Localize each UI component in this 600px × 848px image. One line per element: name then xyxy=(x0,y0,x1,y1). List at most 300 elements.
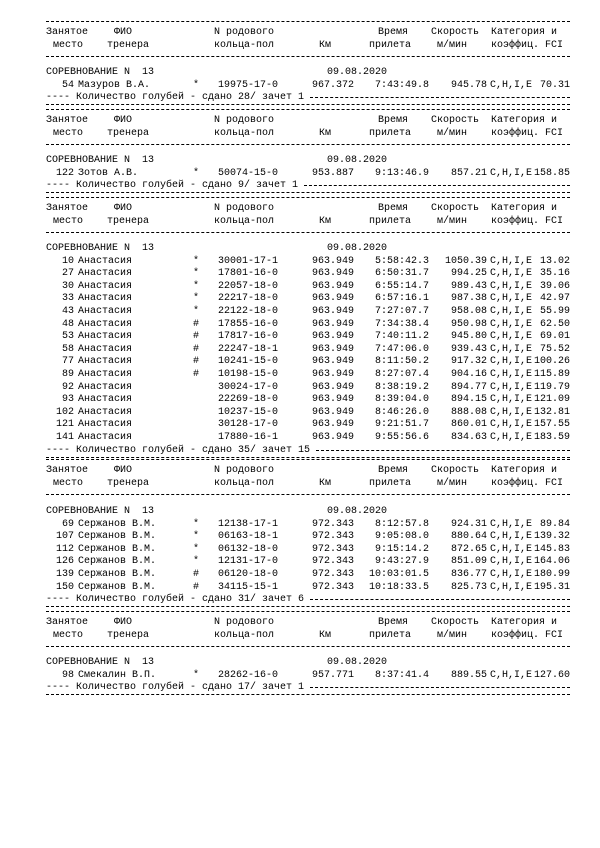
header-speed-label: Скорость xyxy=(431,27,480,38)
result-row xyxy=(0,543,600,556)
speed-cell: 950.98 xyxy=(450,318,487,330)
header-ring-label: N родового xyxy=(214,465,275,476)
arrival-time-cell: 7:40:11.2 xyxy=(374,331,429,343)
ring-cell: 22217-18-0 xyxy=(218,293,279,305)
fci-coefficient-cell: 69.01 xyxy=(539,331,570,343)
fancier-name-cell: Анастасия xyxy=(78,280,133,292)
distance-cell: 972.343 xyxy=(311,543,354,555)
summary-dash-fill xyxy=(310,687,570,688)
arrival-time-cell: 6:55:14.7 xyxy=(374,280,429,292)
fci-coefficient-cell: 115.89 xyxy=(533,369,570,380)
column-header-row-1 xyxy=(0,26,600,39)
block-bottom-rule xyxy=(46,192,570,193)
header-category-sublabel: коэффиц. FCI xyxy=(491,128,564,139)
distance-cell: 963.949 xyxy=(311,406,354,418)
summary-dash-fill xyxy=(310,599,570,600)
header-ring-label: N родового xyxy=(214,617,275,628)
ring-cell: 30001-17-1 xyxy=(218,255,279,267)
header-category-sublabel: коэффиц. FCI xyxy=(491,216,564,227)
fancier-name-cell: Сержанов В.М. xyxy=(78,569,157,580)
distance-cell: 963.949 xyxy=(311,255,354,267)
fancier-name-cell: Зотов А.В. xyxy=(78,167,139,179)
mark-cell: * xyxy=(193,518,200,530)
summary-line xyxy=(0,593,600,606)
ring-cell: 12138-17-1 xyxy=(218,518,279,530)
header-time-sublabel: прилета xyxy=(368,216,411,227)
competition-line xyxy=(0,242,600,255)
result-row xyxy=(0,555,600,568)
fancier-name-cell: Анастасия xyxy=(78,369,133,380)
fancier-name-cell: Сержанов В.М. xyxy=(78,518,157,530)
place-cell: 112 xyxy=(55,543,74,555)
result-row xyxy=(0,518,600,531)
arrival-time-cell: 7:43:49.8 xyxy=(374,79,429,91)
distance-cell: 953.887 xyxy=(311,167,354,179)
header-speed-sublabel: м/мин xyxy=(437,128,468,139)
place-cell: 107 xyxy=(55,531,74,543)
competition-line xyxy=(0,656,600,669)
ring-cell: 22122-18-0 xyxy=(218,306,279,317)
category-cell: C,H,I,E xyxy=(490,543,533,555)
mark-cell: * xyxy=(193,556,200,568)
competition-date: 09.08.2020 xyxy=(327,506,388,517)
speed-cell: 872.65 xyxy=(450,543,487,555)
header-top-rule xyxy=(46,21,570,22)
speed-cell: 917.32 xyxy=(450,356,487,368)
category-cell: C,H,I,E xyxy=(490,268,533,280)
header-name-label: ФИО xyxy=(114,465,133,476)
place-cell: 89 xyxy=(61,369,74,380)
competition-title: СОРЕВНОВАНИЕ N 13 xyxy=(46,67,155,78)
header-ring-label: N родового xyxy=(214,203,275,214)
summary-text: ---- Количество голубей - сдано 35/ зачет 15 xyxy=(46,444,311,456)
ring-cell: 50074-15-0 xyxy=(218,167,279,179)
category-cell: C,H,I,E xyxy=(490,343,533,355)
arrival-time-cell: 7:47:06.0 xyxy=(374,343,429,355)
header-time-label: Время xyxy=(377,465,408,476)
ring-cell: 06120-18-0 xyxy=(218,569,279,580)
distance-cell: 957.771 xyxy=(311,669,354,681)
header-speed-label: Скорость xyxy=(431,465,480,476)
arrival-time-cell: 8:46:26.0 xyxy=(374,406,429,418)
fancier-name-cell: Анастасия xyxy=(78,268,133,280)
header-speed-sublabel: м/мин xyxy=(437,478,468,489)
speed-cell: 834.63 xyxy=(450,432,487,443)
header-speed-label: Скорость xyxy=(431,617,480,628)
category-cell: C,H,I,E xyxy=(490,432,533,443)
ring-cell: 17817-16-0 xyxy=(218,331,279,343)
header-name-sublabel: тренера xyxy=(107,40,150,51)
header-bottom-rule xyxy=(46,232,570,233)
header-top-rule xyxy=(46,611,570,612)
summary-line xyxy=(0,91,600,104)
ring-cell: 10198-15-0 xyxy=(218,369,279,380)
mark-cell: # xyxy=(193,356,200,368)
fci-coefficient-cell: 145.83 xyxy=(533,543,570,555)
header-place-sublabel: место xyxy=(53,40,84,51)
ring-cell: 10237-15-0 xyxy=(218,406,279,418)
result-row xyxy=(0,79,600,92)
fancier-name-cell: Сержанов В.М. xyxy=(78,531,157,543)
competition-title: СОРЕВНОВАНИЕ N 13 xyxy=(46,506,155,517)
arrival-time-cell: 9:05:08.0 xyxy=(374,531,429,543)
header-bottom-rule xyxy=(46,144,570,145)
speed-cell: 904.16 xyxy=(450,369,487,380)
summary-line xyxy=(0,179,600,192)
header-place-label: Занятое xyxy=(46,27,89,38)
mark-cell: # xyxy=(193,569,200,580)
header-speed-sublabel: м/мин xyxy=(437,40,468,51)
header-speed-sublabel: м/мин xyxy=(437,630,468,641)
result-row xyxy=(0,355,600,368)
distance-cell: 967.372 xyxy=(311,79,354,91)
fancier-name-cell: Мазуров В.А. xyxy=(78,79,151,91)
category-cell: C,H,I,E xyxy=(490,167,533,179)
competition-line xyxy=(0,154,600,167)
header-speed-label: Скорость xyxy=(431,115,480,126)
fci-coefficient-cell: 42.97 xyxy=(539,293,570,305)
category-cell: C,H,I,E xyxy=(490,518,533,530)
mark-cell: # xyxy=(193,369,200,380)
place-cell: 102 xyxy=(55,406,74,418)
header-category-label: Категория и xyxy=(491,203,558,214)
category-cell: C,H,I,E xyxy=(490,419,533,431)
fci-coefficient-cell: 195.31 xyxy=(533,581,570,593)
category-cell: C,H,I,E xyxy=(490,381,533,393)
fancier-name-cell: Анастасия xyxy=(78,255,133,267)
header-ring-sublabel: кольца-пол xyxy=(214,630,275,641)
place-cell: 141 xyxy=(55,432,74,443)
fci-coefficient-cell: 164.06 xyxy=(533,556,570,568)
header-category-sublabel: коэффиц. FCI xyxy=(491,630,564,641)
header-place-sublabel: место xyxy=(53,216,84,227)
header-ring-label: N родового xyxy=(214,115,275,126)
ring-cell: 30128-17-0 xyxy=(218,419,279,431)
summary-text: ---- Количество голубей - сдано 31/ зачет 6 xyxy=(46,594,305,606)
category-cell: C,H,I,E xyxy=(490,79,533,91)
place-cell: 27 xyxy=(61,268,74,280)
header-time-label: Время xyxy=(377,27,408,38)
category-cell: C,H,I,E xyxy=(490,369,533,380)
header-category-label: Категория и xyxy=(491,465,558,476)
header-name-sublabel: тренера xyxy=(107,478,150,489)
result-row xyxy=(0,318,600,331)
place-cell: 77 xyxy=(61,356,74,368)
speed-cell: 889.55 xyxy=(450,669,487,681)
header-km-label: Км xyxy=(319,478,332,489)
header-name-label: ФИО xyxy=(114,115,133,126)
speed-cell: 945.78 xyxy=(450,79,487,91)
summary-text: ---- Количество голубей - сдано 28/ зачет 1 xyxy=(46,92,305,104)
fancier-name-cell: Анастасия xyxy=(78,318,133,330)
result-row xyxy=(0,568,600,581)
mark-cell: * xyxy=(193,306,200,317)
column-header-row-2 xyxy=(0,629,600,642)
distance-cell: 963.949 xyxy=(311,369,354,380)
category-cell: C,H,I,E xyxy=(490,531,533,543)
place-cell: 139 xyxy=(55,569,74,580)
fci-coefficient-cell: 55.99 xyxy=(539,306,570,317)
category-cell: C,H,I,E xyxy=(490,581,533,593)
header-bottom-rule xyxy=(46,646,570,647)
distance-cell: 963.949 xyxy=(311,381,354,393)
column-header-row-1 xyxy=(0,464,600,477)
speed-cell: 1050.39 xyxy=(444,255,487,267)
summary-line xyxy=(0,681,600,694)
fancier-name-cell: Анастасия xyxy=(78,356,133,368)
block-bottom-rule xyxy=(46,694,570,695)
place-cell: 93 xyxy=(61,394,74,406)
arrival-time-cell: 10:18:33.5 xyxy=(368,581,429,593)
ring-cell: 17880-16-1 xyxy=(218,432,279,443)
place-cell: 69 xyxy=(61,518,74,530)
fancier-name-cell: Сержанов В.М. xyxy=(78,556,157,568)
header-place-sublabel: место xyxy=(53,478,84,489)
distance-cell: 963.949 xyxy=(311,394,354,406)
header-name-sublabel: тренера xyxy=(107,216,150,227)
fci-coefficient-cell: 183.59 xyxy=(533,432,570,443)
header-km-label: Км xyxy=(319,40,332,51)
distance-cell: 963.949 xyxy=(311,356,354,368)
competition-date: 09.08.2020 xyxy=(327,657,388,668)
arrival-time-cell: 9:15:14.2 xyxy=(374,543,429,555)
place-cell: 48 xyxy=(61,318,74,330)
summary-dash-fill xyxy=(310,97,570,98)
header-top-rule xyxy=(46,109,570,110)
speed-cell: 987.38 xyxy=(450,293,487,305)
arrival-time-cell: 8:12:57.8 xyxy=(374,518,429,530)
category-cell: C,H,I,E xyxy=(490,255,533,267)
summary-text: ---- Количество голубей - сдано 9/ зачет 1 xyxy=(46,180,299,192)
ring-cell: 19975-17-0 xyxy=(218,79,279,91)
header-speed-sublabel: м/мин xyxy=(437,216,468,227)
fancier-name-cell: Анастасия xyxy=(78,306,133,317)
ring-cell: 34115-15-1 xyxy=(218,581,279,593)
header-name-label: ФИО xyxy=(114,27,133,38)
mark-cell: # xyxy=(193,331,200,343)
header-place-sublabel: место xyxy=(53,630,84,641)
fci-coefficient-cell: 180.99 xyxy=(533,569,570,580)
result-row xyxy=(0,267,600,280)
distance-cell: 963.949 xyxy=(311,432,354,443)
arrival-time-cell: 7:27:07.7 xyxy=(374,306,429,317)
mark-cell: * xyxy=(193,79,200,91)
arrival-time-cell: 9:43:27.9 xyxy=(374,556,429,568)
speed-cell: 888.08 xyxy=(450,406,487,418)
fci-coefficient-cell: 70.31 xyxy=(539,79,570,91)
mark-cell: # xyxy=(193,343,200,355)
header-top-rule xyxy=(46,197,570,198)
result-row xyxy=(0,381,600,394)
mark-cell: * xyxy=(193,268,200,280)
fancier-name-cell: Смекалин В.П. xyxy=(78,669,157,681)
category-cell: C,H,I,E xyxy=(490,569,533,580)
distance-cell: 963.949 xyxy=(311,343,354,355)
place-cell: 58 xyxy=(61,343,74,355)
header-km-label: Км xyxy=(319,216,332,227)
speed-cell: 860.01 xyxy=(450,419,487,431)
speed-cell: 851.09 xyxy=(450,556,487,568)
header-ring-sublabel: кольца-пол xyxy=(214,40,275,51)
header-category-label: Категория и xyxy=(491,115,558,126)
fci-coefficient-cell: 127.60 xyxy=(533,669,570,681)
arrival-time-cell: 8:37:41.4 xyxy=(374,669,429,681)
result-row xyxy=(0,305,600,318)
fancier-name-cell: Анастасия xyxy=(78,419,133,431)
fci-coefficient-cell: 139.32 xyxy=(533,531,570,543)
speed-cell: 836.77 xyxy=(450,569,487,580)
result-row xyxy=(0,418,600,431)
header-name-sublabel: тренера xyxy=(107,128,150,139)
header-place-label: Занятое xyxy=(46,465,89,476)
header-place-sublabel: место xyxy=(53,128,84,139)
arrival-time-cell: 9:13:46.9 xyxy=(374,167,429,179)
fancier-name-cell: Анастасия xyxy=(78,293,133,305)
speed-cell: 857.21 xyxy=(450,167,487,179)
mark-cell: * xyxy=(193,293,200,305)
result-row xyxy=(0,292,600,305)
header-category-sublabel: коэффиц. FCI xyxy=(491,40,564,51)
distance-cell: 963.949 xyxy=(311,280,354,292)
header-speed-label: Скорость xyxy=(431,203,480,214)
distance-cell: 972.343 xyxy=(311,556,354,568)
ring-cell: 10241-15-0 xyxy=(218,356,279,368)
fci-coefficient-cell: 121.09 xyxy=(533,394,570,406)
ring-cell: 17855-16-0 xyxy=(218,318,279,330)
result-row xyxy=(0,255,600,268)
competition-date: 09.08.2020 xyxy=(327,155,388,166)
speed-cell: 924.31 xyxy=(450,518,487,530)
header-time-sublabel: прилета xyxy=(368,478,411,489)
ring-cell: 12131-17-0 xyxy=(218,556,279,568)
fci-coefficient-cell: 132.81 xyxy=(533,406,570,418)
column-header-row-1 xyxy=(0,114,600,127)
speed-cell: 894.77 xyxy=(450,381,487,393)
result-row xyxy=(0,530,600,543)
fci-coefficient-cell: 62.50 xyxy=(539,318,570,330)
fancier-name-cell: Анастасия xyxy=(78,343,133,355)
arrival-time-cell: 6:57:16.1 xyxy=(374,293,429,305)
column-header-row-2 xyxy=(0,215,600,228)
speed-cell: 945.80 xyxy=(450,331,487,343)
result-row xyxy=(0,581,600,594)
ring-cell: 22269-18-0 xyxy=(218,394,279,406)
fci-coefficient-cell: 89.84 xyxy=(539,518,570,530)
summary-dash-fill xyxy=(316,450,570,451)
result-row xyxy=(0,393,600,406)
ring-cell: 17801-16-0 xyxy=(218,268,279,280)
mark-cell: # xyxy=(193,581,200,593)
arrival-time-cell: 5:58:42.3 xyxy=(374,255,429,267)
distance-cell: 963.949 xyxy=(311,419,354,431)
place-cell: 54 xyxy=(61,79,74,91)
distance-cell: 963.949 xyxy=(311,306,354,317)
result-row xyxy=(0,167,600,180)
fci-coefficient-cell: 157.55 xyxy=(533,419,570,431)
header-time-sublabel: прилета xyxy=(368,128,411,139)
fancier-name-cell: Анастасия xyxy=(78,381,133,393)
ring-cell: 22057-18-0 xyxy=(218,280,279,292)
header-ring-sublabel: кольца-пол xyxy=(214,216,275,227)
summary-text: ---- Количество голубей - сдано 17/ зачет 1 xyxy=(46,682,305,694)
ring-cell: 06132-18-0 xyxy=(218,543,279,555)
category-cell: C,H,I,E xyxy=(490,293,533,305)
header-name-label: ФИО xyxy=(114,617,133,628)
fci-coefficient-cell: 158.85 xyxy=(533,167,570,179)
mark-cell: * xyxy=(193,543,200,555)
distance-cell: 972.343 xyxy=(311,581,354,593)
block-bottom-rule xyxy=(46,104,570,105)
category-cell: C,H,I,E xyxy=(490,331,533,343)
header-time-sublabel: прилета xyxy=(368,40,411,51)
speed-cell: 989.43 xyxy=(450,280,487,292)
competition-date: 09.08.2020 xyxy=(327,67,388,78)
mark-cell: * xyxy=(193,669,200,681)
header-bottom-rule xyxy=(46,56,570,57)
arrival-time-cell: 8:39:04.0 xyxy=(374,394,429,406)
arrival-time-cell: 10:03:01.5 xyxy=(368,569,429,580)
header-category-label: Категория и xyxy=(491,27,558,38)
distance-cell: 963.949 xyxy=(311,293,354,305)
place-cell: 43 xyxy=(61,306,74,317)
header-category-label: Категория и xyxy=(491,617,558,628)
arrival-time-cell: 8:27:07.4 xyxy=(374,369,429,380)
category-cell: C,H,I,E xyxy=(490,406,533,418)
fancier-name-cell: Анастасия xyxy=(78,432,133,443)
column-header-row-2 xyxy=(0,39,600,52)
distance-cell: 972.343 xyxy=(311,569,354,580)
header-ring-sublabel: кольца-пол xyxy=(214,128,275,139)
ring-cell: 22247-18-1 xyxy=(218,343,279,355)
speed-cell: 825.73 xyxy=(450,581,487,593)
header-time-label: Время xyxy=(377,617,408,628)
fancier-name-cell: Анастасия xyxy=(78,406,133,418)
header-time-label: Время xyxy=(377,115,408,126)
fci-coefficient-cell: 35.16 xyxy=(539,268,570,280)
column-header-row-2 xyxy=(0,477,600,490)
header-name-label: ФИО xyxy=(114,203,133,214)
mark-cell: * xyxy=(193,255,200,267)
mark-cell: # xyxy=(193,318,200,330)
speed-cell: 894.15 xyxy=(450,394,487,406)
fci-coefficient-cell: 100.26 xyxy=(533,356,570,368)
arrival-time-cell: 8:11:50.2 xyxy=(374,356,429,368)
mark-cell: * xyxy=(193,167,200,179)
column-header-row-2 xyxy=(0,127,600,140)
ring-cell: 30024-17-0 xyxy=(218,381,279,393)
place-cell: 150 xyxy=(55,581,74,593)
competition-date: 09.08.2020 xyxy=(327,243,388,254)
summary-dash-fill xyxy=(304,185,570,186)
header-bottom-rule xyxy=(46,494,570,495)
competition-title: СОРЕВНОВАНИЕ N 13 xyxy=(46,243,155,254)
block-bottom-rule xyxy=(46,457,570,458)
arrival-time-cell: 9:55:56.6 xyxy=(374,432,429,443)
speed-cell: 994.25 xyxy=(450,268,487,280)
distance-cell: 972.343 xyxy=(311,518,354,530)
place-cell: 10 xyxy=(61,255,74,267)
category-cell: C,H,I,E xyxy=(490,669,533,681)
result-row xyxy=(0,368,600,381)
place-cell: 126 xyxy=(55,556,74,568)
speed-cell: 880.64 xyxy=(450,531,487,543)
fci-coefficient-cell: 119.79 xyxy=(533,381,570,393)
header-time-label: Время xyxy=(377,203,408,214)
place-cell: 122 xyxy=(55,167,74,179)
result-row xyxy=(0,330,600,343)
header-km-label: Км xyxy=(319,630,332,641)
header-ring-sublabel: кольца-пол xyxy=(214,478,275,489)
